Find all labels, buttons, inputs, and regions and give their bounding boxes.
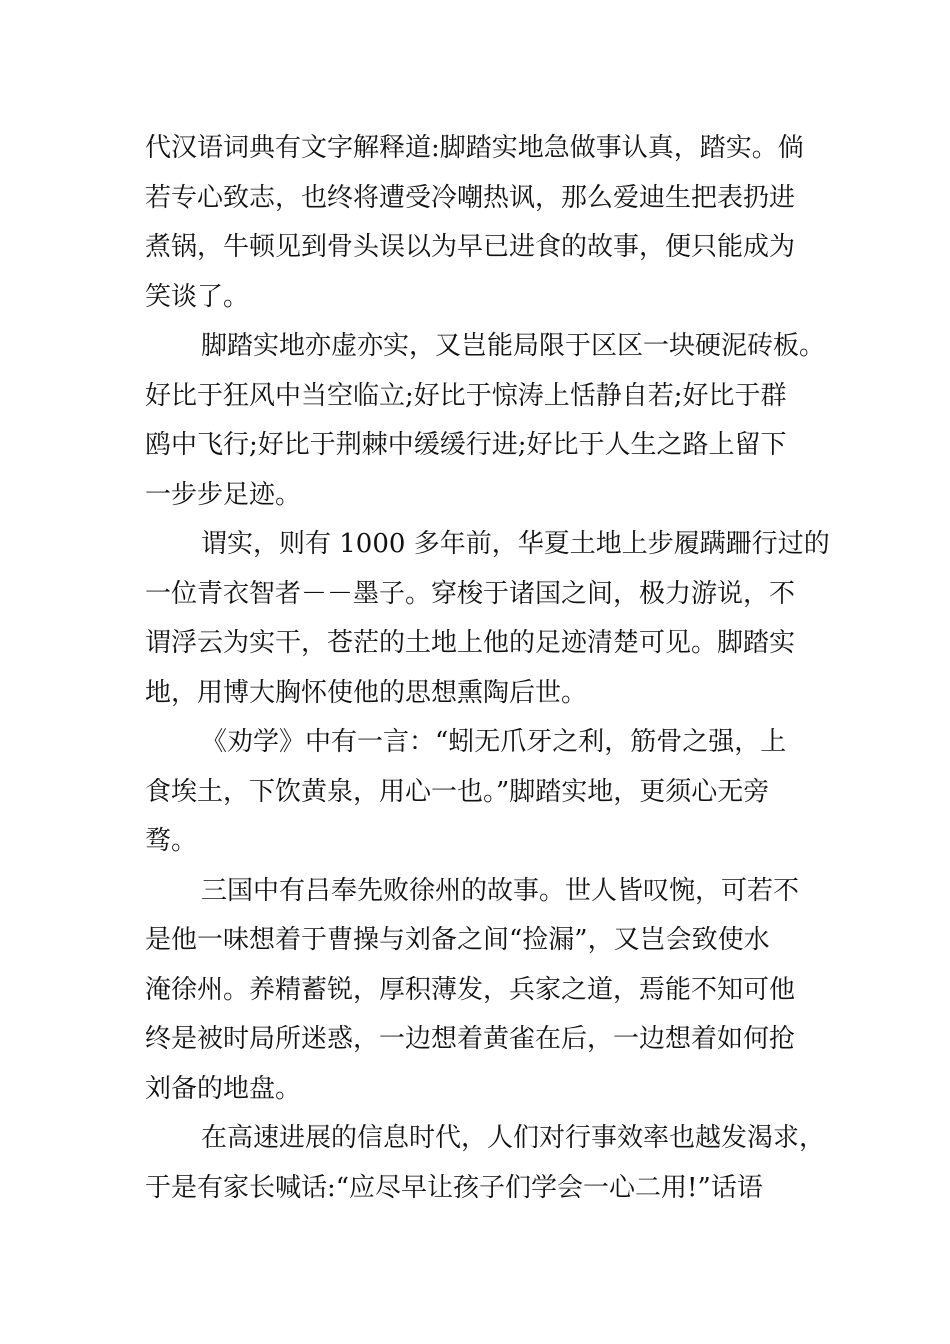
- text-line: 一位青衣智者－－墨子。穿梭于诸国之间，极力游说，不: [145, 578, 796, 609]
- text-line: 好比于狂风中当空临立;好比于惊涛上恬静自若;好比于群: [145, 380, 787, 411]
- text-line: 笑谈了。: [145, 281, 250, 312]
- paragraph: [145, 1114, 825, 1213]
- document-body: [145, 124, 830, 1213]
- text-line: 谓实，则有 1000 多年前，华夏土地上步履蹒跚行过的: [201, 529, 830, 559]
- text-line: 一步步足迹。: [145, 479, 302, 510]
- paragraph: [145, 520, 830, 718]
- text-line: 煮锅，牛顿见到骨头误以为早已进食的故事，便只能成为: [145, 232, 796, 262]
- text-line: 三国中有吕奉先败徐州的故事。世人皆叹惋，可若不: [201, 875, 800, 906]
- text-line: 地，用博大胸怀使他的思想熏陶后世。: [145, 677, 588, 708]
- text-line: 鸥中飞行;好比于荆棘中缓缓行进;好比于人生之路上留下: [145, 430, 787, 460]
- text-line: 于是有家长喊话:“应尽早让孩子们学会一心二用!”话语: [145, 1172, 763, 1203]
- text-line: 终是被时局所迷惑，一边想着黄雀在后，一边想着如何抢: [145, 1024, 796, 1054]
- text-line: 《劝学》中有一言：“蚓无爪牙之利，筋骨之强，上: [201, 727, 787, 757]
- text-line: 刘备的地盘。: [145, 1073, 302, 1104]
- text-line: 代汉语词典有文字解释道:脚踏实地急做事认真，踏实。倘: [145, 133, 804, 163]
- text-line: 食埃土，下饮黄泉，用心一也。”脚踏实地，更须心无旁: [145, 776, 770, 807]
- text-line: 谓浮云为实干，苍茫的土地上他的足迹清楚可见。脚踏实: [145, 628, 796, 658]
- paragraph: [145, 718, 825, 867]
- text-line: 是他一味想着于曹操与刘备之间“捡漏”，又岂会致使水: [145, 925, 770, 955]
- text-line: 骛。: [145, 826, 198, 856]
- paragraph: [145, 322, 825, 520]
- text-line: 淹徐州。养精蓄锐，厚积薄发，兵家之道，焉能不知可他: [145, 974, 796, 1005]
- text-line: 脚踏实地亦虚亦实，又岂能局限于区区一块硬泥砖板。: [201, 331, 826, 361]
- text-line: 若专心致志，也终将遭受冷嘲热讽，那么爱迪生把表扔进: [145, 182, 796, 213]
- paragraph: [145, 124, 825, 322]
- text-line: 在高速进展的信息时代，人们对行事效率也越发渴求，: [201, 1123, 826, 1153]
- paragraph: [145, 867, 825, 1115]
